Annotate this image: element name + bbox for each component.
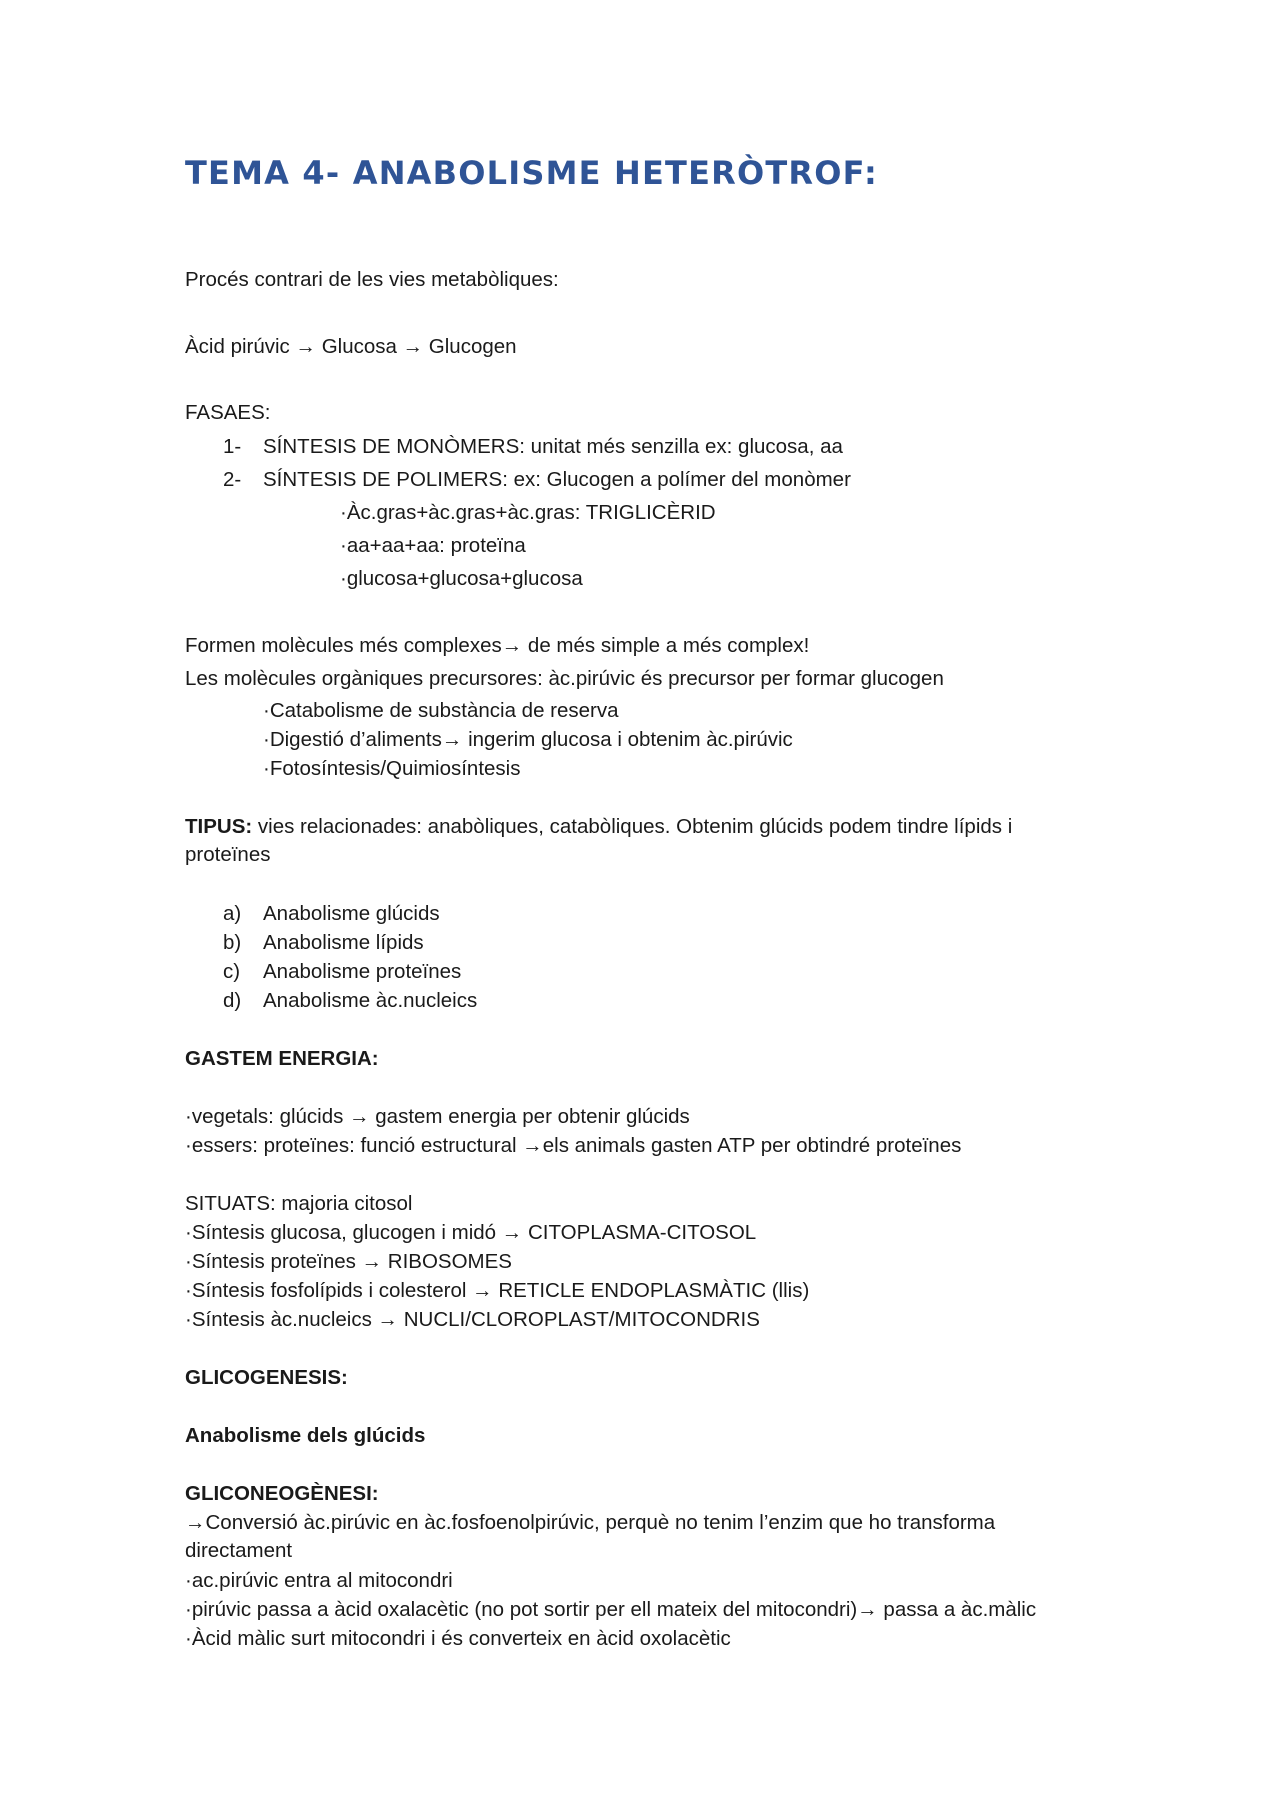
gliconeo-line-4: ·Àcid màlic surt mitocondri i és converteix en àcid oxolacètic bbox=[185, 1627, 731, 1650]
list-number: d) bbox=[223, 989, 242, 1012]
intro-chain: Àcid pirúvic → Glucosa → Glucogen bbox=[185, 335, 517, 358]
gliconeo-line-3: ·pirúvic passa a àcid oxalacètic (no pot sortir per ell mateix del mitocondri)→ passa a àc.màlic bbox=[185, 1598, 1037, 1621]
formen-sub-1: ·Catabolisme de substància de reserva bbox=[263, 699, 619, 722]
tipus-item-c bbox=[223, 958, 461, 986]
tipus-label: TIPUS: bbox=[185, 815, 253, 838]
fases-sub-2: ·aa+aa+aa: proteïna bbox=[340, 534, 526, 557]
formen-sub-3: ·Fotosíntesis/Quimiosíntesis bbox=[263, 757, 521, 780]
fases-heading: FASAES: bbox=[185, 401, 271, 424]
formen-sub-2: ·Digestió d’aliments→ ingerim glucosa i obtenim àc.pirúvic bbox=[263, 728, 793, 751]
list-number: b) bbox=[223, 931, 242, 954]
list-number: c) bbox=[223, 960, 241, 983]
gliconeo-heading: GLICONEOGÈNESI: bbox=[185, 1482, 379, 1505]
tipus-paragraph bbox=[185, 813, 1085, 869]
fases-sub-3: ·glucosa+glucosa+glucosa bbox=[340, 567, 583, 590]
list-text: Anabolisme proteïnes bbox=[263, 960, 462, 983]
page-title: TEMA 4- ANABOLISME HETERÒTROF: bbox=[185, 154, 878, 192]
anabolisme-heading: Anabolisme dels glúcids bbox=[185, 1424, 426, 1447]
gliconeo-line-1: →Conversió àc.pirúvic en àc.fosfoenolpirúvic, perquè no tenim l’enzim que ho transforma directament bbox=[185, 1511, 996, 1562]
tipus-text: vies relacionades: anabòliques, catabòliques. Obtenim glúcids podem tindre lípids i proteïnes bbox=[185, 815, 1013, 866]
tipus-item-b bbox=[223, 929, 424, 957]
list-text: Anabolisme lípids bbox=[263, 931, 424, 954]
situats-line-1: ·Síntesis glucosa, glucogen i midó → CITOPLASMA-CITOSOL bbox=[185, 1221, 757, 1244]
gliconeo-line-2: ·ac.pirúvic entra al mitocondri bbox=[185, 1569, 453, 1592]
list-text: Anabolisme glúcids bbox=[263, 902, 440, 925]
energia-line-2: ·essers: proteïnes: funció estructural →els animals gasten ATP per obtindré proteïnes bbox=[185, 1134, 962, 1157]
list-number: a) bbox=[223, 902, 242, 925]
fases-sub-1: ·Àc.gras+àc.gras+àc.gras: TRIGLICÈRID bbox=[340, 501, 716, 524]
fases-item-1 bbox=[223, 433, 843, 461]
list-text: SÍNTESIS DE POLIMERS: ex: Glucogen a polímer del monòmer bbox=[263, 468, 851, 491]
list-number: 1- bbox=[223, 435, 242, 458]
list-number: 2- bbox=[223, 468, 242, 491]
list-text: SÍNTESIS DE MONÒMERS: unitat més senzilla ex: glucosa, aa bbox=[263, 435, 843, 458]
list-text: Anabolisme àc.nucleics bbox=[263, 989, 478, 1012]
energia-heading: GASTEM ENERGIA: bbox=[185, 1047, 379, 1070]
tipus-item-d bbox=[223, 987, 477, 1015]
intro-text: Procés contrari de les vies metabòliques: bbox=[185, 268, 559, 291]
formen-line-1: Formen molècules més complexes→ de més simple a més complex! bbox=[185, 634, 810, 657]
situats-line-3: ·Síntesis fosfolípids i colesterol → RETICLE ENDOPLASMÀTIC (llis) bbox=[185, 1279, 810, 1302]
formen-line-2: Les molècules orgàniques precursores: àc.pirúvic és precursor per formar glucogen bbox=[185, 667, 944, 690]
tipus-item-a bbox=[223, 900, 440, 928]
situats-line-4: ·Síntesis àc.nucleics → NUCLI/CLOROPLAST/MITOCONDRIS bbox=[185, 1308, 760, 1331]
situats-heading: SITUATS: majoria citosol bbox=[185, 1192, 413, 1215]
fases-item-2 bbox=[223, 466, 851, 494]
energia-line-1: ·vegetals: glúcids → gastem energia per obtenir glúcids bbox=[185, 1105, 690, 1128]
glicogenesis-heading: GLICOGENESIS: bbox=[185, 1366, 348, 1389]
situats-line-2: ·Síntesis proteïnes → RIBOSOMES bbox=[185, 1250, 512, 1273]
